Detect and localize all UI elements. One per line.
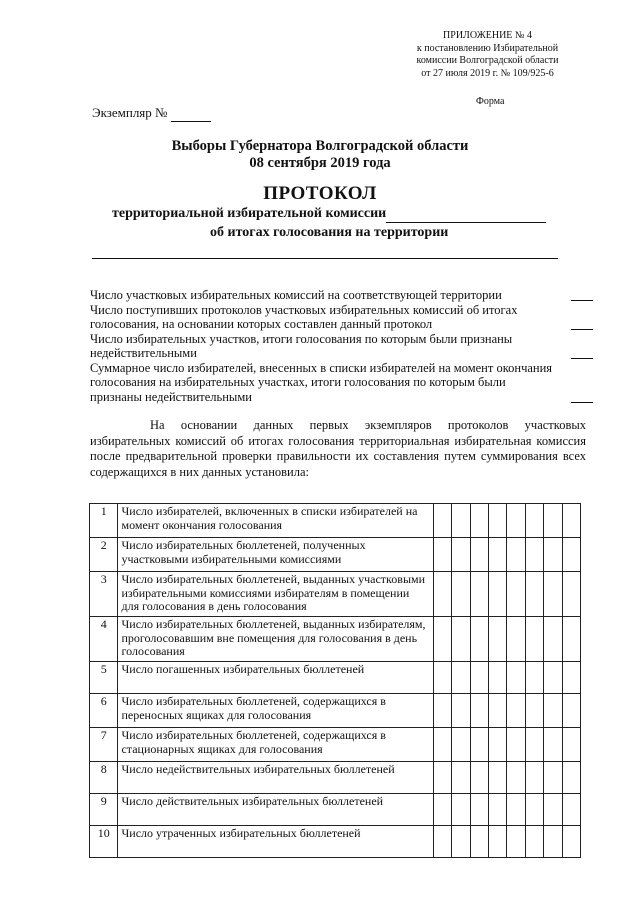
- digit-cell: [544, 538, 562, 572]
- copy-number: [92, 105, 211, 122]
- digit-cell: [544, 504, 562, 538]
- protocol-title: ПРОТОКОЛ: [263, 183, 377, 204]
- row-number: 6: [90, 694, 118, 728]
- digit-cell: [544, 572, 562, 617]
- stats-block: [90, 288, 560, 404]
- results-table: [89, 503, 581, 858]
- digit-cell: [562, 504, 580, 538]
- table-row: [90, 662, 581, 694]
- row-number: 8: [90, 762, 118, 794]
- election-header: [0, 138, 640, 172]
- stat-line: Число поступивших протоколов участковых избирательных комиссий об итогах голосования, на основании которых составлен данный протокол: [90, 302, 518, 331]
- row-number: 2: [90, 538, 118, 572]
- row-label: Число недействительных избирательных бюллетеней: [118, 762, 433, 794]
- table-row: [90, 694, 581, 728]
- digit-cell: [489, 762, 507, 794]
- digit-cell: [489, 538, 507, 572]
- table-row: [90, 826, 581, 858]
- row-number: 9: [90, 794, 118, 826]
- digit-cell: [507, 538, 525, 572]
- digit-cell: [507, 728, 525, 762]
- row-number: 7: [90, 728, 118, 762]
- table-row: [90, 504, 581, 538]
- copy-number-blank: [171, 105, 211, 122]
- row-label: Число избирателей, включенных в списки избирателей на момент окончания голосования: [118, 504, 433, 538]
- digit-cell: [562, 694, 580, 728]
- digit-cell: [489, 617, 507, 662]
- stat-line: Число избирательных участков, итоги голосования по которым были признаны недействительными: [90, 331, 513, 360]
- table-row: [90, 794, 581, 826]
- digit-cell: [470, 826, 488, 858]
- digit-cell: [470, 538, 488, 572]
- digit-cell: [433, 826, 451, 858]
- digit-cell: [489, 572, 507, 617]
- table-row: [90, 617, 581, 662]
- row-label: Число действительных избирательных бюллетеней: [118, 794, 433, 826]
- results-table-body: [90, 504, 581, 858]
- table-row: [90, 728, 581, 762]
- digit-cell: [544, 826, 562, 858]
- digit-cell: [544, 728, 562, 762]
- row-number: 5: [90, 662, 118, 694]
- row-label: Число избирательных бюллетеней, содержащихся в переносных ящиках для голосования: [118, 694, 433, 728]
- digit-cell: [562, 728, 580, 762]
- digit-cell: [544, 694, 562, 728]
- digit-cell: [507, 762, 525, 794]
- digit-cell: [452, 826, 470, 858]
- digit-cell: [525, 504, 543, 538]
- digit-cell: [470, 662, 488, 694]
- stat-line: Число участковых избирательных комиссий на соответствующей территории: [90, 288, 502, 302]
- digit-cell: [452, 662, 470, 694]
- stat-blank: [571, 358, 593, 359]
- commission-blank: [386, 206, 546, 223]
- row-number: 10: [90, 826, 118, 858]
- intro-paragraph: На основании данных первых экземпляров протоколов участковых избирательных комиссий об итогах голосования территориальная избирательная комиссия после предварительной проверки правильности их составления путем суммирования всех содержащихся в них данных установила:: [90, 418, 586, 479]
- digit-cell: [562, 538, 580, 572]
- row-label: Число избирательных бюллетеней, содержащихся в стационарных ящиках для голосования: [118, 728, 433, 762]
- election-title: Выборы Губернатора Волгоградской области: [171, 138, 469, 154]
- digit-cell: [489, 728, 507, 762]
- digit-cell: [452, 728, 470, 762]
- digit-cell: [507, 794, 525, 826]
- stat-blank: [571, 300, 593, 301]
- digit-cell: [525, 826, 543, 858]
- digit-cell: [433, 538, 451, 572]
- digit-cell: [489, 794, 507, 826]
- digit-cell: [433, 728, 451, 762]
- digit-cell: [562, 617, 580, 662]
- digit-cell: [433, 694, 451, 728]
- digit-cell: [525, 728, 543, 762]
- digit-cell: [470, 694, 488, 728]
- digit-cell: [452, 504, 470, 538]
- appendix-line: ПРИЛОЖЕНИЕ № 4: [443, 30, 532, 41]
- digit-cell: [525, 662, 543, 694]
- row-number: 3: [90, 572, 118, 617]
- digit-cell: [562, 572, 580, 617]
- digit-cell: [470, 572, 488, 617]
- digit-cell: [452, 762, 470, 794]
- row-label: Число погашенных избирательных бюллетеней: [118, 662, 433, 694]
- digit-cell: [544, 762, 562, 794]
- digit-cell: [562, 826, 580, 858]
- digit-cell: [470, 762, 488, 794]
- digit-cell: [452, 694, 470, 728]
- digit-cell: [525, 694, 543, 728]
- appendix-line: комиссии Волгоградской области: [416, 55, 559, 66]
- digit-cell: [452, 538, 470, 572]
- digit-cell: [433, 662, 451, 694]
- digit-cell: [433, 504, 451, 538]
- digit-cell: [470, 728, 488, 762]
- digit-cell: [433, 762, 451, 794]
- row-label: Число избирательных бюллетеней, полученных участковыми избирательными комиссиями: [118, 538, 433, 572]
- row-label: Число избирательных бюллетеней, выданных избирателям, проголосовавшим вне помещения для голосования в день голосования: [118, 617, 433, 662]
- protocol-subtitle-2: об итогах голосования на территории: [210, 225, 449, 240]
- digit-cell: [544, 794, 562, 826]
- digit-cell: [525, 617, 543, 662]
- form-label: Форма: [476, 96, 505, 107]
- digit-cell: [470, 617, 488, 662]
- row-number: 1: [90, 504, 118, 538]
- digit-cell: [452, 572, 470, 617]
- row-label: Число избирательных бюллетеней, выданных участковыми избирательными комиссиями избирателям в помещении для голосования в день голосования: [118, 572, 433, 617]
- appendix-block: [400, 30, 575, 80]
- digit-cell: [489, 504, 507, 538]
- row-number: 4: [90, 617, 118, 662]
- table-row: [90, 762, 581, 794]
- digit-cell: [452, 617, 470, 662]
- digit-cell: [544, 617, 562, 662]
- stat-blank: [571, 402, 593, 403]
- digit-cell: [507, 617, 525, 662]
- digit-cell: [525, 538, 543, 572]
- stat-line: Суммарное число избирателей, внесенных в списки избирателей на момент окончания голосования на избирательных участках, итоги голосования по которым были признаны недействительными: [90, 360, 553, 404]
- digit-cell: [562, 662, 580, 694]
- digit-cell: [507, 662, 525, 694]
- digit-cell: [525, 762, 543, 794]
- digit-cell: [507, 826, 525, 858]
- digit-cell: [507, 694, 525, 728]
- digit-cell: [433, 572, 451, 617]
- digit-cell: [470, 794, 488, 826]
- digit-cell: [562, 794, 580, 826]
- digit-cell: [507, 504, 525, 538]
- digit-cell: [433, 794, 451, 826]
- digit-cell: [544, 662, 562, 694]
- digit-cell: [489, 694, 507, 728]
- protocol-subtitle-1: территориальной избирательной комиссии: [112, 206, 546, 223]
- appendix-line: от 27 июля 2019 г. № 109/925-6: [421, 67, 554, 79]
- digit-cell: [525, 572, 543, 617]
- table-row: [90, 538, 581, 572]
- digit-cell: [525, 794, 543, 826]
- digit-cell: [489, 826, 507, 858]
- election-date: 08 сентября 2019 года: [249, 155, 391, 171]
- digit-cell: [452, 794, 470, 826]
- table-row: [90, 572, 581, 617]
- stat-blank: [571, 329, 593, 330]
- row-label: Число утраченных избирательных бюллетеней: [118, 826, 433, 858]
- digit-cell: [489, 662, 507, 694]
- digit-cell: [470, 504, 488, 538]
- appendix-line: к постановлению Избирательной: [416, 42, 559, 54]
- copy-label: Экземпляр №: [92, 105, 168, 120]
- digit-cell: [562, 762, 580, 794]
- digit-cell: [433, 617, 451, 662]
- digit-cell: [507, 572, 525, 617]
- territory-blank-line: [92, 258, 558, 259]
